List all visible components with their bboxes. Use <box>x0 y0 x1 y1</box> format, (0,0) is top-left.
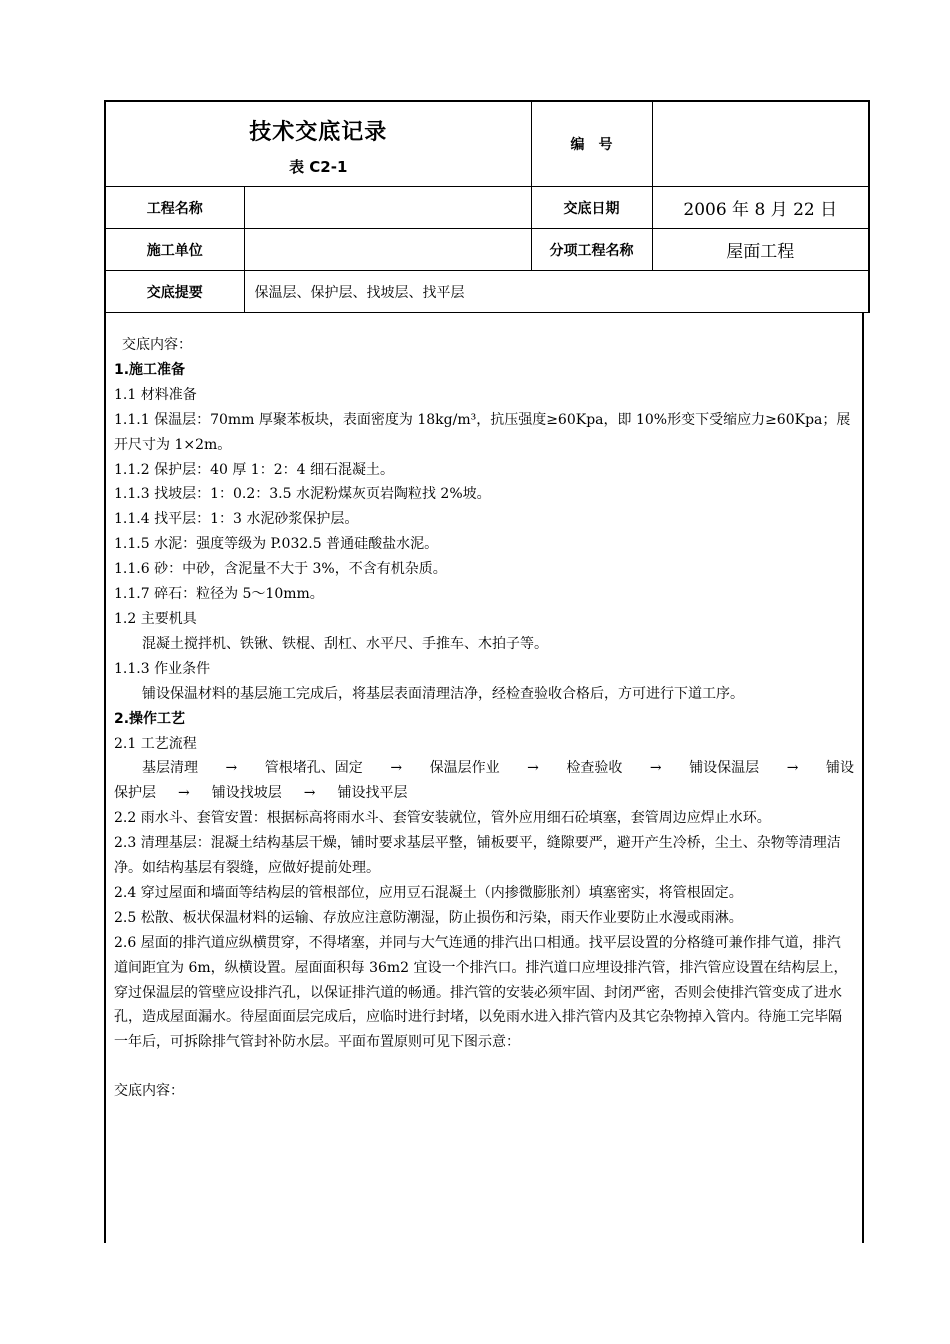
process-flow-line-2 <box>114 781 854 806</box>
number-label: 编 号 <box>531 101 652 187</box>
arrow-icon: → <box>390 760 403 777</box>
content-body <box>104 313 864 1243</box>
flow-step: 保温层作业 <box>429 760 500 777</box>
arrow-icon: → <box>786 760 799 777</box>
date-value: 2006 年 8 月 22 日 <box>652 187 869 229</box>
flow-step: 铺设 <box>825 760 854 777</box>
project-name-label: 工程名称 <box>105 187 244 229</box>
project-name-value <box>244 187 531 229</box>
form-code: 表 C2-1 <box>289 158 348 176</box>
arrow-icon: → <box>225 760 238 777</box>
subsection-heading: 1.1.3 作业条件 <box>114 660 211 677</box>
paragraph: 铺设保温材料的基层施工完成后，将基层表面清理洁净，经检查验收合格后，方可进行下道工序。 <box>142 685 744 702</box>
subsection-heading: 2.1 工艺流程 <box>114 735 197 752</box>
paragraph: 1.1.1 保温层：70mm 厚聚苯板块，表面密度为 18kg/m³，抗压强度≥60Kpa，即 10%形变下受缩应力≥60Kpa；展开尺寸为 1×2m。 <box>114 411 851 453</box>
paragraph: 混凝土搅拌机、铁锹、铁棍、刮杠、水平尺、手推车、木拍子等。 <box>142 635 548 652</box>
section-heading: 2.操作工艺 <box>114 710 186 727</box>
summary-label: 交底提要 <box>105 271 244 313</box>
header-table <box>104 100 870 313</box>
paragraph: 1.1.4 找平层：1：3 水泥砂浆保护层。 <box>114 511 359 528</box>
paragraph: 1.1.7 碎石：粒径为 5～10mm。 <box>114 586 324 603</box>
subsection-heading: 1.1 材料准备 <box>114 386 197 403</box>
flow-step: 铺设保温层 <box>689 760 760 777</box>
flow-step: 保护层 <box>114 785 156 802</box>
subsection-heading: 1.2 主要机具 <box>114 610 197 627</box>
section-heading: 1.施工准备 <box>114 361 186 378</box>
process-flow-line-1 <box>114 756 854 781</box>
flow-step: 铺设找平层 <box>337 785 408 802</box>
arrow-icon: → <box>303 785 316 802</box>
unit-label: 施工单位 <box>105 229 244 271</box>
footer-intro-label: 交底内容： <box>114 1083 184 1100</box>
number-value <box>652 101 869 187</box>
flow-step: 管根堵孔、固定 <box>264 760 363 777</box>
spacer <box>114 1055 854 1079</box>
paragraph: 1.1.6 砂：中砂，含泥量不大于 3%，不含有机杂质。 <box>114 561 447 578</box>
title-cell <box>105 101 531 187</box>
paragraph: 1.1.5 水泥：强度等级为 P.032.5 普通硅酸盐水泥。 <box>114 536 439 553</box>
subproject-label: 分项工程名称 <box>531 229 652 271</box>
arrow-icon: → <box>527 760 539 777</box>
arrow-icon: → <box>178 785 190 802</box>
flow-step: 基层清理 <box>142 760 198 777</box>
page-title: 技术交底记录 <box>249 120 388 145</box>
unit-value <box>244 229 531 271</box>
paragraph: 1.1.2 保护层：40 厚 1：2：4 细石混凝土。 <box>114 461 394 478</box>
flow-step: 铺设找坡层 <box>211 785 282 802</box>
paragraph: 1.1.3 找坡层：1：0.2：3.5 水泥粉煤灰页岩陶粒找 2%坡。 <box>114 486 491 503</box>
paragraph: 2.2 雨水斗、套管安置：根据标高将雨水斗、套管安装就位，管外应用细石砼填塞，套管周边应焊止水环。 <box>114 810 771 827</box>
paragraph: 2.4 穿过屋面和墙面等结构层的管根部位，应用豆石混凝土（内掺微膨胀剂）填塞密实，将管根固定。 <box>114 884 743 901</box>
intro-label: 交底内容： <box>122 337 192 353</box>
subproject-value: 屋面工程 <box>652 229 869 271</box>
date-label: 交底日期 <box>531 187 652 229</box>
paragraph: 2.5 松散、板状保温材料的运输、存放应注意防潮湿，防止损伤和污染，雨天作业要防止水漫或雨淋。 <box>114 909 743 926</box>
flow-step: 检查验收 <box>566 760 623 777</box>
paragraph: 2.6 屋面的排汽道应纵横贯穿，不得堵塞，并同与大气连通的排汽出口相通。找平层设置的分格缝可兼作排气道，排汽道间距宜为 6m，纵横设置。屋面面积每 36m2 宜设一个排汽口。排汽道口应埋设排汽管，排汽管应设置在结构层上，穿过保温层的管壁应设排汽孔，以保证排汽道的畅通。排汽管的安装必须牢固、封闭严密，否则会使排汽管变成了进水孔，造成屋面漏水。待屋面面层完成后，应临时进行封堵，以免雨水进入排汽管内及其它杂物掉入管内。待施工完毕隔一年后，可拆除排气管封补防水层。平面布置原则可见下图示意： <box>114 934 848 1051</box>
arrow-icon: → <box>649 760 662 777</box>
paragraph: 2.3 清理基层：混凝土结构基层干燥，铺时要求基层平整，铺板要平，缝隙要严，避开产生冷桥，尘土、杂物等清理洁净。如结构基层有裂缝，应做好提前处理。 <box>114 835 841 877</box>
summary-value: 保温层、保护层、找坡层、找平层 <box>244 271 869 313</box>
record-sheet <box>104 100 868 1243</box>
